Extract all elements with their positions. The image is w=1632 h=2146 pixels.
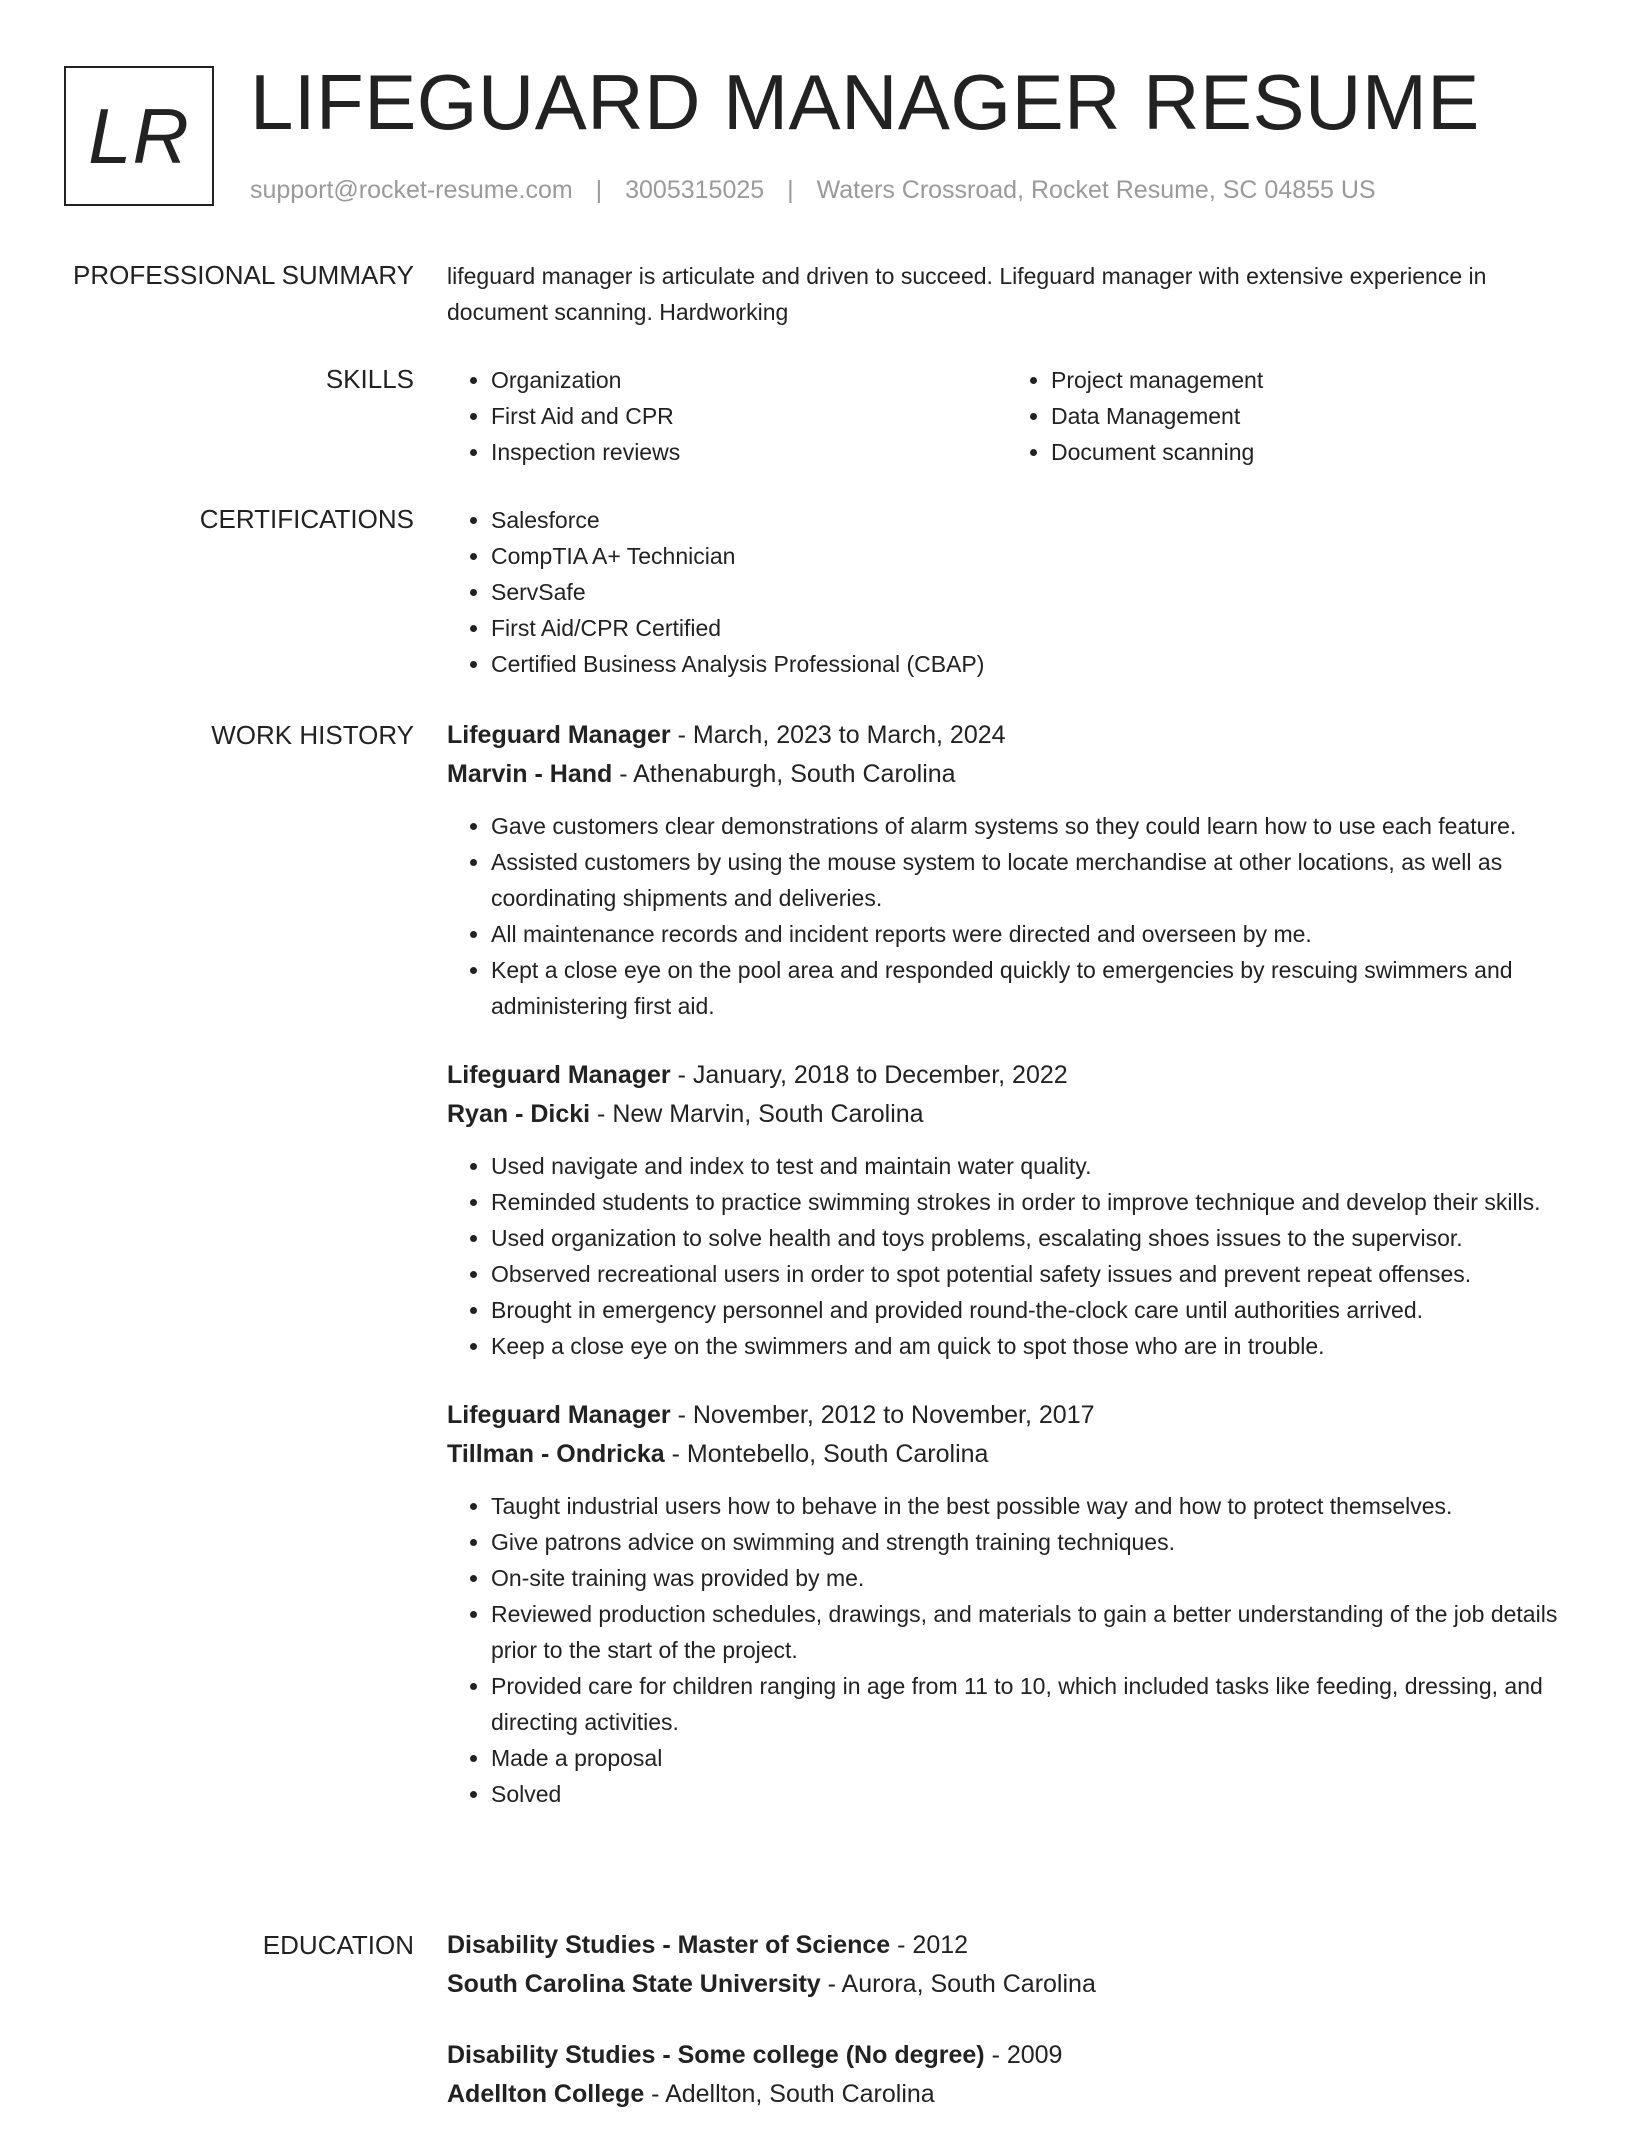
certifications-list [447,502,1567,682]
skills-list-right [1007,362,1567,470]
job-location: - Athenaburgh, South Carolina [612,760,956,788]
education-location: - Aurora, South Carolina [820,1970,1096,1998]
skill-item: • Document scanning [1051,434,1567,470]
skill-item: • Organization [491,362,1007,398]
education-school: Adellton College [447,2080,645,2108]
contact-email[interactable]: support@rocket-resume.com [250,176,573,204]
job-bullets [447,1148,1567,1364]
job-bullet: • All maintenance records and incident reports were directed and overseen by me. [491,916,1567,952]
job-dates: - March, 2023 to March, 2024 [670,721,1006,749]
contact-line [250,174,1376,206]
job-title: Lifeguard Manager [447,721,671,749]
job-entry [447,1056,1567,1364]
contact-phone[interactable]: 3005315025 [625,176,765,204]
page-title: LIFEGUARD MANAGER RESUME [250,58,1480,146]
job-bullet: • Assisted customers by using the mouse system to locate merchandise at other locations, as well as coordinating shipments and deliveries. [491,844,1567,916]
job-bullet: • Used organization to solve health and toys problems, escalating shoes issues to the supervisor. [491,1220,1567,1256]
education-school-line [447,1965,1567,2004]
job-title-line [447,1396,1567,1435]
job-bullet: • Gave customers clear demonstrations of alarm systems so they could learn how to use each feature. [491,808,1567,844]
section-label-skills: SKILLS [325,364,414,394]
certification-item: • Salesforce [491,502,1567,538]
job-bullet: • Reviewed production schedules, drawings, and materials to gain a better understanding of the job details prior to the start of the project. [491,1596,1567,1668]
section-label-work-history: WORK HISTORY [211,720,414,750]
job-bullet: • Brought in emergency personnel and provided round-the-clock care until authorities arrived. [491,1292,1567,1328]
job-bullet: • Observed recreational users in order to spot potential safety issues and prevent repeat offenses. [491,1256,1567,1292]
job-title: Lifeguard Manager [447,1401,671,1429]
job-bullet: • On-site training was provided by me. [491,1560,1567,1596]
certification-item: • ServSafe [491,574,1567,610]
job-company-line [447,1095,1567,1134]
job-location: - New Marvin, South Carolina [590,1100,924,1128]
job-title-line [447,1056,1567,1095]
education-school-line [447,2075,1567,2114]
certification-item: • CompTIA A+ Technician [491,538,1567,574]
summary-text: lifeguard manager is articulate and driven to succeed. Lifeguard manager with extensive experience in document scanning. Hardworking [447,263,1487,325]
skills-list-left [447,362,1007,470]
education-degree-line [447,1926,1567,1965]
job-company-line [447,755,1567,794]
section-label-certifications: CERTIFICATIONS [199,504,414,534]
education-degree-line [447,2036,1567,2075]
job-bullet: • Used navigate and index to test and maintain water quality. [491,1148,1567,1184]
job-location: - Montebello, South Carolina [664,1440,989,1468]
skill-item: • Inspection reviews [491,434,1007,470]
contact-separator: | [787,176,794,204]
education-entry [447,1926,1567,2004]
monogram-logo: LR [64,66,214,206]
section-label-summary: PROFESSIONAL SUMMARY [73,260,414,290]
job-company: Ryan - Dicki [447,1100,591,1128]
job-bullet: • Taught industrial users how to behave in the best possible way and how to protect themselves. [491,1488,1567,1524]
job-company: Marvin - Hand [447,760,613,788]
education-degree: Disability Studies - Some college (No degree) [447,2041,985,2069]
skill-item: • Project management [1051,362,1567,398]
job-bullets [447,808,1567,1024]
job-company: Tillman - Ondricka [447,1440,665,1468]
job-dates: - January, 2018 to December, 2022 [670,1061,1068,1089]
education-entry [447,2036,1567,2114]
skill-item: • Data Management [1051,398,1567,434]
skills-columns [447,362,1567,470]
education-location: - Adellton, South Carolina [644,2080,935,2108]
job-bullets [447,1488,1567,1812]
job-bullet: • Made a proposal [491,1740,1567,1776]
contact-address: Waters Crossroad, Rocket Resume, SC 04855 US [816,176,1376,204]
education-school: South Carolina State University [447,1970,821,1998]
job-bullet: • Reminded students to practice swimming strokes in order to improve technique and develop their skills. [491,1184,1567,1220]
job-bullet: • Solved [491,1776,1567,1812]
job-entry [447,716,1567,1024]
skill-item: • First Aid and CPR [491,398,1007,434]
job-bullet: • Provided care for children ranging in age from 11 to 10, which included tasks like feeding, dressing, and directing activities. [491,1668,1567,1740]
job-dates: - November, 2012 to November, 2017 [670,1401,1095,1429]
job-company-line [447,1435,1567,1474]
job-title-line [447,716,1567,755]
education-year: - 2012 [890,1931,969,1959]
certification-item: • First Aid/CPR Certified [491,610,1567,646]
job-title: Lifeguard Manager [447,1061,671,1089]
section-label-education: EDUCATION [262,1930,414,1960]
job-bullet: • Give patrons advice on swimming and strength training techniques. [491,1524,1567,1560]
job-entry [447,1396,1567,1812]
education-degree: Disability Studies - Master of Science [447,1931,891,1959]
education-year: - 2009 [984,2041,1063,2069]
job-bullet: • Kept a close eye on the pool area and responded quickly to emergencies by rescuing swimmers and administering first aid. [491,952,1567,1024]
certification-item: • Certified Business Analysis Professional (CBAP) [491,646,1567,682]
job-bullet: • Keep a close eye on the swimmers and am quick to spot those who are in trouble. [491,1328,1567,1364]
contact-separator: | [595,176,603,204]
